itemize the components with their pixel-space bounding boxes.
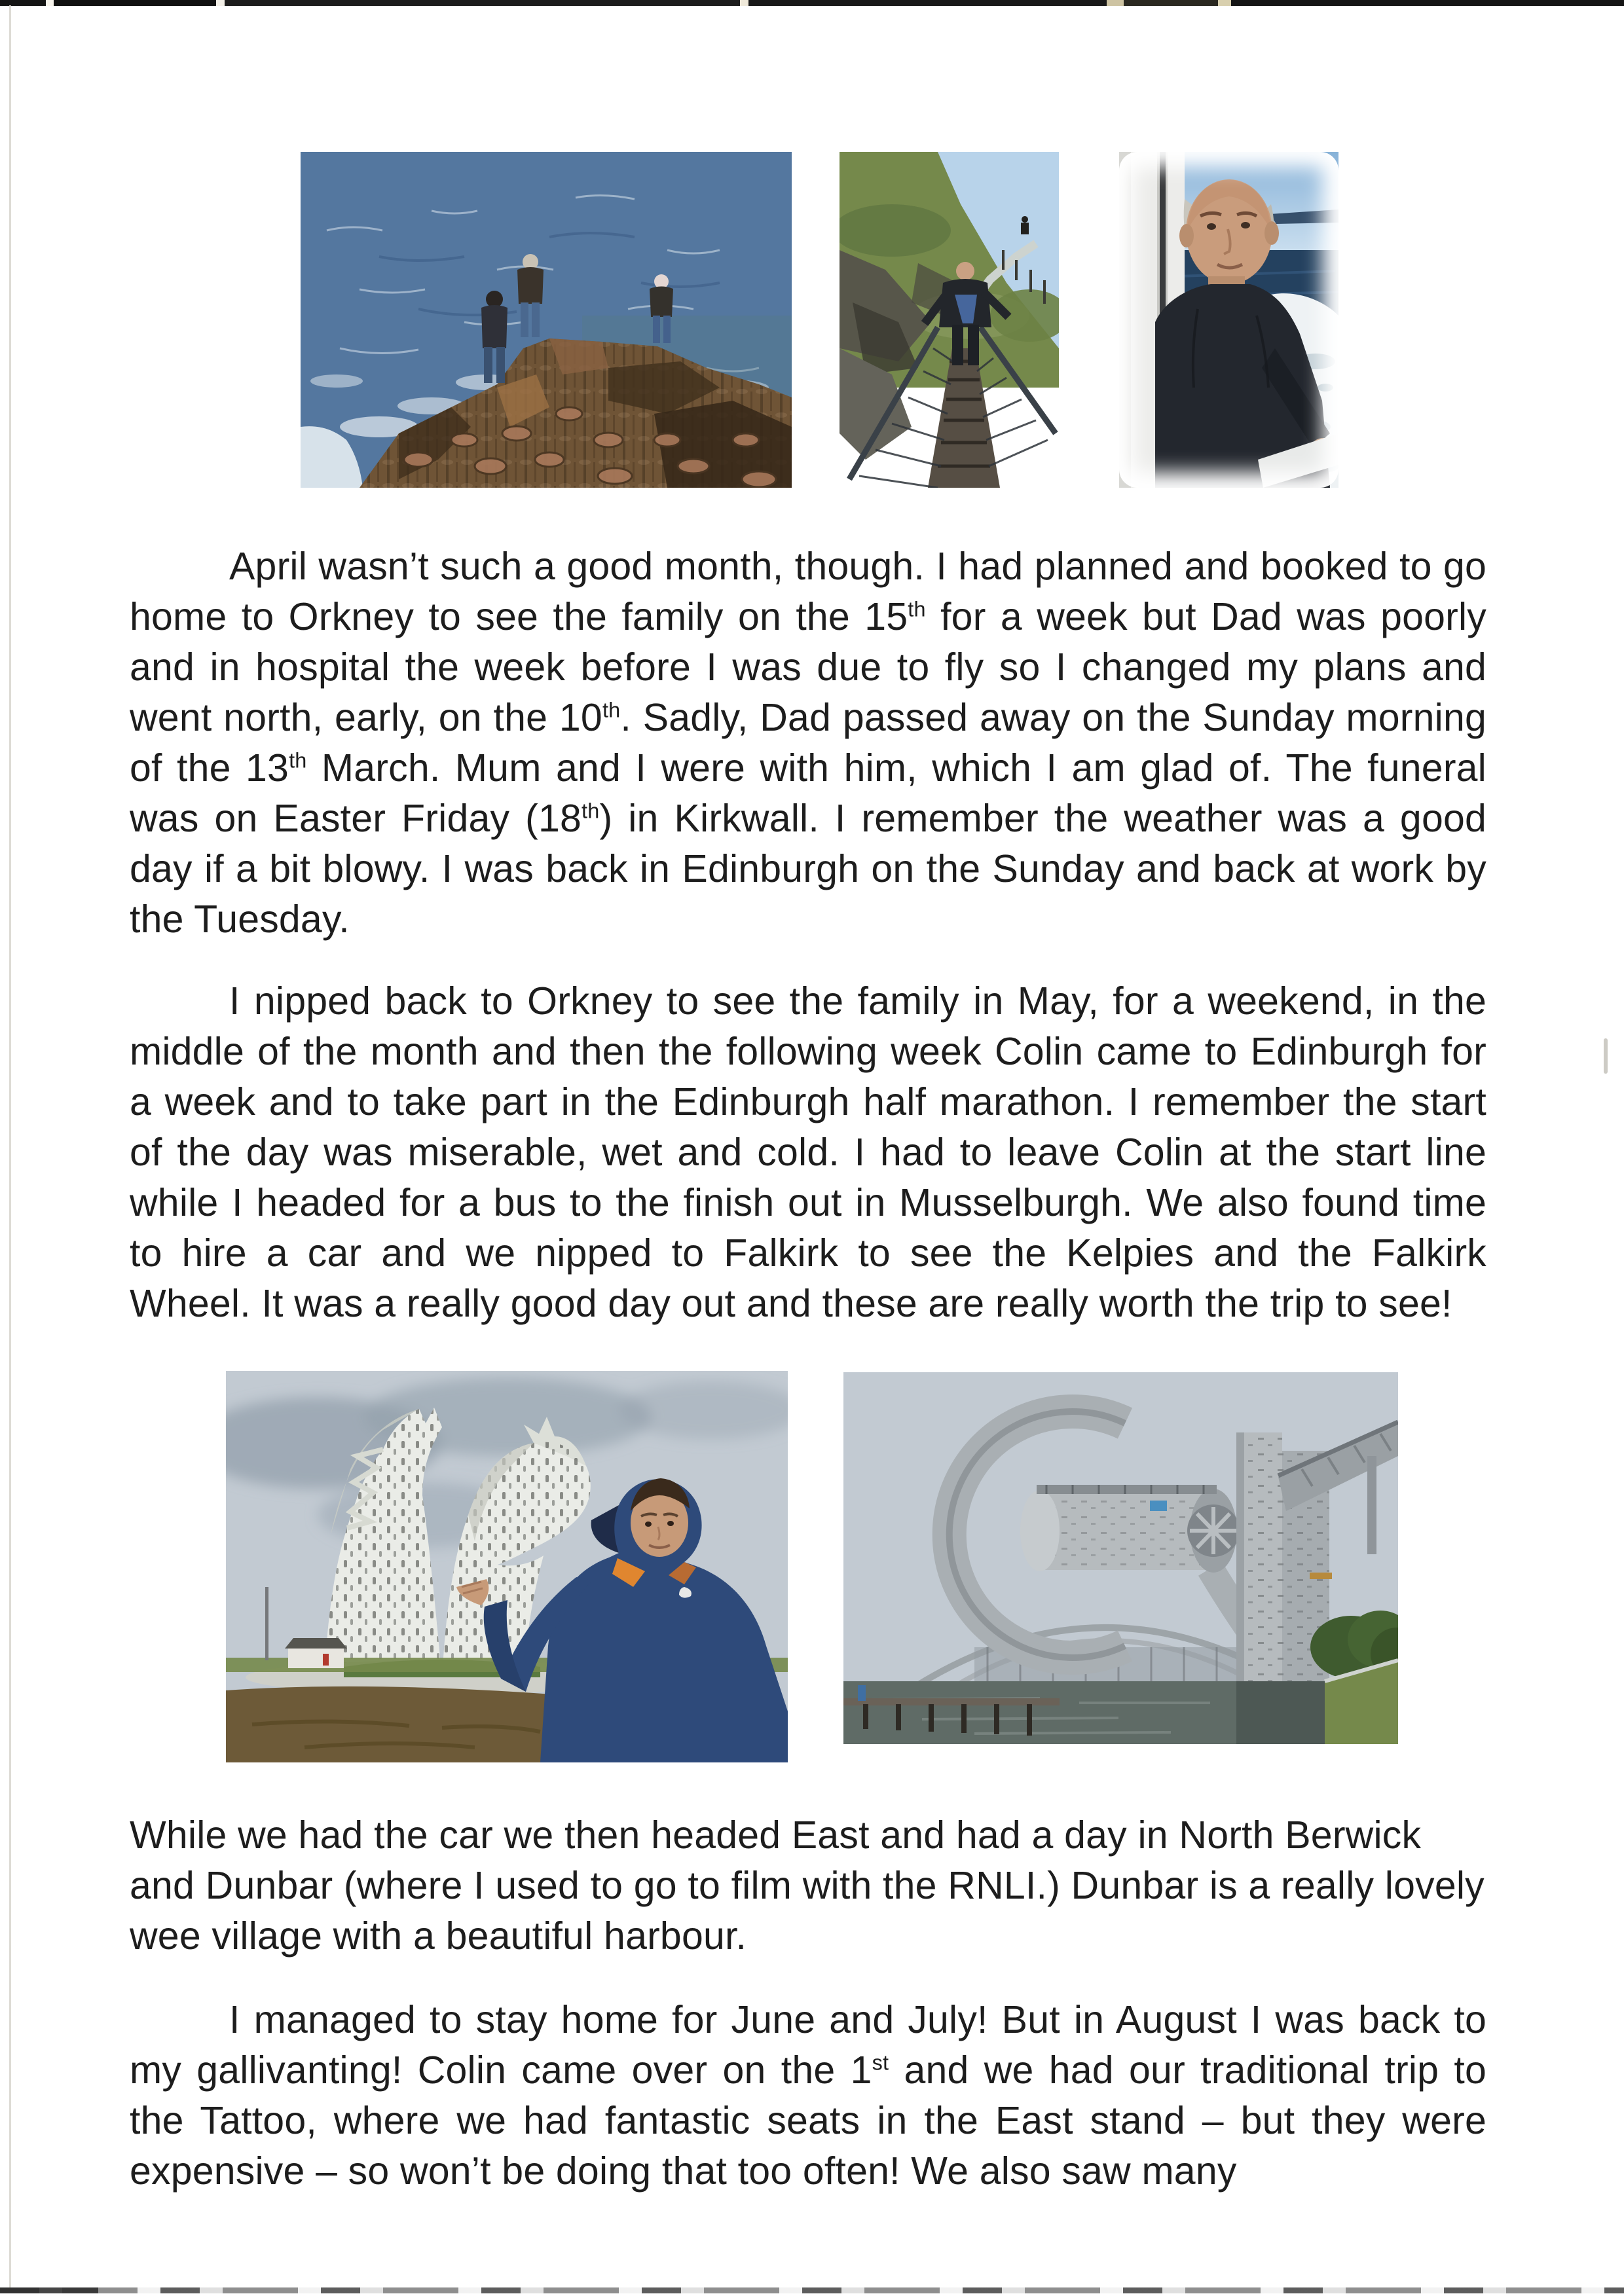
falkirk-wheel-illustration bbox=[843, 1372, 1398, 1744]
paragraph-august bbox=[130, 1995, 1486, 2196]
paragraph-may bbox=[130, 976, 1486, 1329]
ordinal-superscript: th bbox=[581, 799, 600, 823]
text-run: . Sadly, Dad passed away on the Sunday morning of the 13 bbox=[130, 696, 1486, 790]
kelpies-illustration bbox=[226, 1371, 788, 1762]
ordinal-superscript: th bbox=[289, 748, 307, 773]
distant-walker bbox=[1021, 216, 1029, 234]
canal-basin bbox=[843, 1681, 1398, 1744]
text-run: and we had our traditional trip to the Tattoo, where we had fantastic seats in the East stand – but they were expensive – so won’t be doing that too often! We also saw many bbox=[130, 2049, 1486, 2193]
scan-artifact-bottom-edge bbox=[0, 2287, 1624, 2293]
ferry-man-illustration bbox=[1119, 152, 1338, 488]
photo-ferry-man bbox=[1119, 152, 1338, 488]
text-run: While we had the car we then headed East and had a day in North Berwick and Dunbar (where I used to go to film with the RNLI.) Dunbar is a really lovely wee village with a beautiful harbour. bbox=[130, 1813, 1485, 1958]
giants-causeway-illustration bbox=[301, 152, 792, 488]
text-run: ) in Kirkwall. I remember the weather was a good day if a bit blowy. I was back in Edinburgh on the Sunday and back at work by the Tuesday. bbox=[130, 797, 1486, 941]
photo-kelpies bbox=[226, 1371, 788, 1762]
photo-giants-causeway bbox=[301, 152, 792, 488]
ordinal-superscript: th bbox=[602, 698, 621, 722]
photo-rope-bridge bbox=[840, 152, 1059, 488]
text-run: I managed to stay home for June and July! But in August I was back to my gallivanting! Colin came over on the 1 bbox=[130, 1998, 1486, 2092]
visitor-centre-building bbox=[285, 1638, 347, 1668]
photo-falkirk-wheel bbox=[843, 1372, 1398, 1744]
text-run: for a week but Dad was poorly and in hospital the week before I was due to fly so I changed my plans and went north, early, on the 10 bbox=[130, 595, 1486, 739]
scan-artifact-right-tick bbox=[1604, 1038, 1608, 1074]
paragraph-north-berwick bbox=[130, 1810, 1486, 1961]
text-run: I nipped back to Orkney to see the family in May, for a weekend, in the middle of the month and then the following week Colin came to Edinburgh for a week and to take part in the Edinburgh half marathon. I remember the start of the day was miserable, wet and cold. I had to leave Colin at the start line while I headed for a bus to the finish out in Musselburgh. We also found time to hire a car and we nipped to Falkirk to see the Kelpies and the Falkirk Wheel. It was a really good day out and these are really worth the trip to see! bbox=[130, 979, 1486, 1325]
ordinal-superscript: st bbox=[872, 2050, 889, 2075]
paragraph-april bbox=[130, 541, 1486, 945]
text-run: April wasn’t such a good month, though. I had planned and booked to go home to Orkney to see the family on the 15 bbox=[130, 545, 1486, 638]
scan-artifact-top-edge bbox=[0, 0, 1624, 6]
ordinal-superscript: th bbox=[908, 597, 926, 621]
scan-artifact-left-edge bbox=[9, 5, 11, 2287]
rope-bridge-illustration bbox=[840, 152, 1059, 488]
text-run: March. Mum and I were with him, which I am glad of. The funeral was on Easter Friday (18 bbox=[130, 746, 1486, 840]
